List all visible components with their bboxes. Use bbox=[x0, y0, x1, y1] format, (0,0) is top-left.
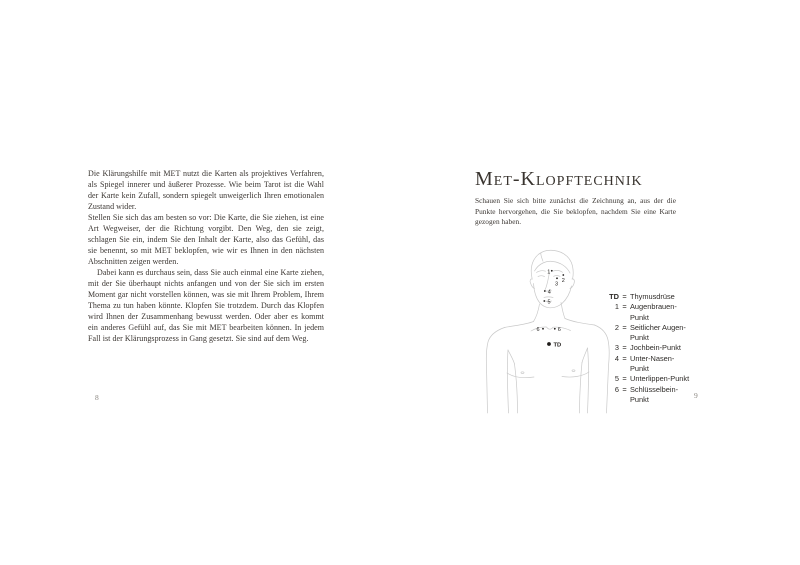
intro-paragraph: Schauen Sie sich bitte zunächst die Zeichnung an, aus der die Punkte hervorgehen, die Sie beklopfen, nachdem Sie eine Karte gezogen haben. bbox=[475, 196, 676, 227]
thymus-point-label: TD bbox=[553, 342, 562, 349]
point-2-marker bbox=[562, 274, 565, 284]
legend-item bbox=[607, 354, 692, 375]
legend-label: Seitlicher Augen-Punkt bbox=[630, 322, 686, 343]
legend-key: 6 bbox=[614, 384, 619, 394]
point-4-label: 4 bbox=[547, 289, 551, 296]
legend-label: Augenbrauen-Punkt bbox=[630, 302, 677, 322]
legend-equals: = bbox=[622, 292, 627, 301]
legend-label: Unterlippen-Punkt bbox=[630, 374, 690, 384]
point-3-label: 3 bbox=[555, 281, 559, 288]
page-number-right: 9 bbox=[694, 391, 698, 400]
legend-label: Thymusdrüse bbox=[630, 292, 675, 301]
chapter-title: Met-Klopftechnik bbox=[475, 168, 643, 190]
figure-point-markers bbox=[537, 270, 565, 349]
legend-key: 4 bbox=[614, 353, 619, 363]
body-paragraph-1: Die Klärungshilfe mit MET nutzt die Karten als projektives Verfahren, als Spiegel innerer und äußerer Prozesse. Wie beim Tarot ist die Wahl der Karte kein Zufall, sondern spiegelt unweigerlich Ihren emotionalen Zustand wider. bbox=[88, 169, 324, 211]
legend-item bbox=[607, 343, 692, 353]
legend-key: TD bbox=[609, 292, 619, 301]
legend-item bbox=[607, 374, 692, 384]
legend-key: 2 bbox=[614, 322, 619, 332]
legend-equals: = bbox=[622, 302, 627, 312]
body-text-block bbox=[88, 168, 324, 344]
page-number-left: 8 bbox=[95, 393, 99, 402]
legend-item bbox=[607, 302, 692, 323]
point-3-marker bbox=[555, 277, 558, 287]
point-1-label: 1 bbox=[547, 269, 551, 276]
legend-equals: = bbox=[622, 353, 627, 363]
point-6-right-label: 6 bbox=[557, 327, 561, 334]
legend-label: Jochbein-Punkt bbox=[630, 343, 681, 353]
point-2-label: 2 bbox=[561, 278, 565, 284]
body-paragraph-2: Stellen Sie sich das am besten so vor: Die Karte, die Sie ziehen, ist eine Art Wegweiser, der die Richtung vorgibt. Den Weg, den sie zeigt, schlagen Sie ein, indem Sie den Inhalt der Karte, also das Gefühl, das sie benennt, so mit MET beklopfen, wie wir es Ihnen in den nächsten Abschnitten zeigen werden. bbox=[88, 213, 324, 266]
points-legend bbox=[607, 292, 692, 405]
legend-item bbox=[607, 323, 692, 344]
body-paragraph-3: Dabei kann es durchaus sein, dass Sie auch einmal eine Karte ziehen, mit der Sie überhaupt nichts anfangen und von der Sie sich im ersten Moment gar nicht vorstellen können, was sie mit Ihrem Problem, Ihrem Thema zu tun haben könnte. Klopfen Sie trotzdem. Durch das Klopfen wird Ihnen der Zusammenhang bewusst werden. Oder aber es kommt ein anderes Gefühl auf, das Sie mit MET bearbeiten können. In jedem Fall ist der Klärungsprozess in Gang gesetzt. Sie sind auf dem Weg. bbox=[88, 268, 324, 343]
legend-equals: = bbox=[622, 343, 627, 353]
legend-key: 5 bbox=[614, 374, 619, 384]
legend-equals: = bbox=[622, 374, 627, 384]
legend-equals: = bbox=[622, 384, 627, 394]
legend-key: 1 bbox=[614, 302, 619, 312]
point-5-label: 5 bbox=[547, 299, 551, 306]
legend-key: 3 bbox=[614, 343, 619, 353]
point-4-marker bbox=[544, 289, 551, 295]
legend-label: Schlüsselbein-Punkt bbox=[630, 384, 679, 404]
legend-item bbox=[607, 292, 692, 302]
point-6-right-marker bbox=[554, 327, 561, 333]
legend-item bbox=[607, 385, 692, 406]
thymus-point-marker bbox=[547, 342, 561, 348]
point-5-marker bbox=[543, 300, 550, 306]
point-6-left-label: 6 bbox=[536, 327, 540, 334]
point-1-marker bbox=[547, 270, 552, 276]
point-6-left-marker bbox=[537, 327, 544, 333]
legend-equals: = bbox=[622, 322, 627, 332]
legend-label: Unter-Nasen-Punkt bbox=[630, 353, 675, 374]
